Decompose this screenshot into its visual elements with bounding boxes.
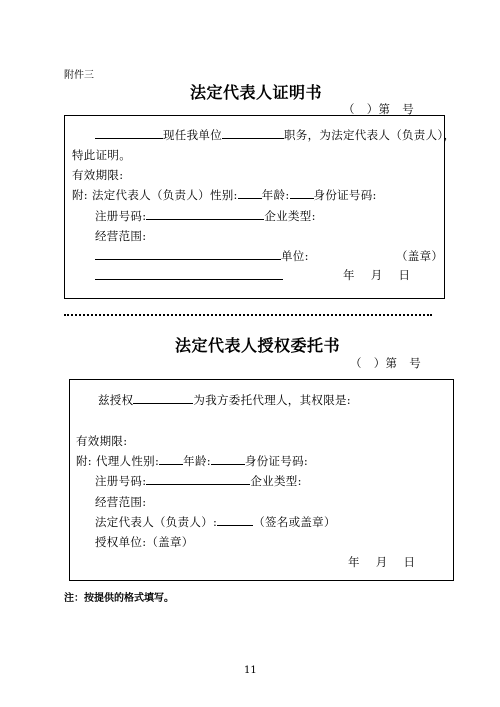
auth-rep-label: 法定代表人（负责人）:	[95, 515, 218, 529]
auth-age-label: 年龄:	[183, 454, 211, 468]
cert-reg-blank[interactable]	[146, 209, 264, 220]
auth-line1-suffix: 为我方委托代理人，其权限是:	[193, 393, 351, 407]
cert-extra-blank[interactable]	[95, 279, 283, 280]
auth-attach-prefix: 附:	[76, 454, 92, 468]
cert-age-blank[interactable]	[290, 188, 314, 199]
cert-attach-line	[72, 187, 377, 203]
cert-title: 法定代表人证明书	[190, 83, 323, 102]
cert-unit-label: 单位:	[281, 249, 309, 263]
cert-line1	[95, 127, 455, 143]
cert-line1-end: 职务，为法定代表人（负责人），	[284, 128, 456, 142]
attachment-label: 附件三	[64, 70, 94, 81]
auth-reg-label: 注册号码:	[95, 474, 147, 488]
cert-type-label: 企业类型:	[264, 209, 316, 223]
auth-number-label: （ ）第 号	[350, 356, 422, 370]
cert-seal-label: （盖章）	[396, 249, 444, 263]
cert-date-label: 年 月 日	[343, 268, 411, 282]
auth-agent-label: 代理人性别:	[95, 454, 160, 468]
cert-id-label: 身份证号码:	[313, 188, 377, 202]
section-separator	[64, 314, 432, 316]
auth-gender-blank[interactable]	[159, 454, 183, 465]
auth-line1	[98, 392, 351, 408]
auth-title: 法定代表人授权委托书	[175, 336, 341, 355]
auth-id-label: 身份证号码:	[244, 454, 309, 468]
auth-date-label: 年 月 日	[348, 555, 416, 569]
cert-person-label: 法定代表人（负责人）性别:	[91, 188, 238, 202]
cert-line2: 特此证明。	[72, 148, 131, 162]
page-number: 11	[244, 665, 257, 676]
cert-unit-line	[95, 248, 309, 264]
auth-age-blank[interactable]	[211, 454, 245, 465]
cert-number-label: （ ）第 号	[343, 102, 415, 116]
auth-scope-label: 经营范围:	[95, 495, 147, 509]
auth-sign-label: （签名或盖章）	[253, 515, 336, 529]
auth-type-label: 企业类型:	[250, 474, 302, 488]
auth-attach-line	[76, 453, 308, 469]
format-note: 注：按提供的格式填写。	[64, 593, 174, 604]
auth-reg-blank[interactable]	[146, 474, 250, 485]
cert-validity: 有效期限:	[72, 168, 124, 182]
cert-reg-label: 注册号码:	[95, 209, 147, 223]
cert-scope-label: 经营范围:	[95, 229, 147, 243]
cert-age-label: 年龄:	[261, 188, 290, 202]
auth-line1-prefix: 兹授权	[98, 393, 134, 407]
cert-line1-mid: 现任我单位	[163, 128, 222, 142]
auth-agent-blank[interactable]	[133, 393, 193, 404]
auth-rep-line	[95, 514, 336, 530]
cert-reg-line	[95, 208, 316, 224]
auth-rep-blank[interactable]	[217, 515, 253, 526]
cert-unit-blank[interactable]	[95, 249, 281, 260]
cert-name-blank[interactable]	[95, 128, 163, 139]
auth-unit-label: 授权单位:（盖章）	[95, 535, 194, 549]
cert-position-blank[interactable]	[222, 128, 284, 139]
cert-attach-prefix: 附:	[72, 188, 88, 202]
auth-reg-line	[95, 473, 302, 489]
auth-validity: 有效期限:	[76, 434, 128, 448]
cert-gender-blank[interactable]	[238, 188, 262, 199]
